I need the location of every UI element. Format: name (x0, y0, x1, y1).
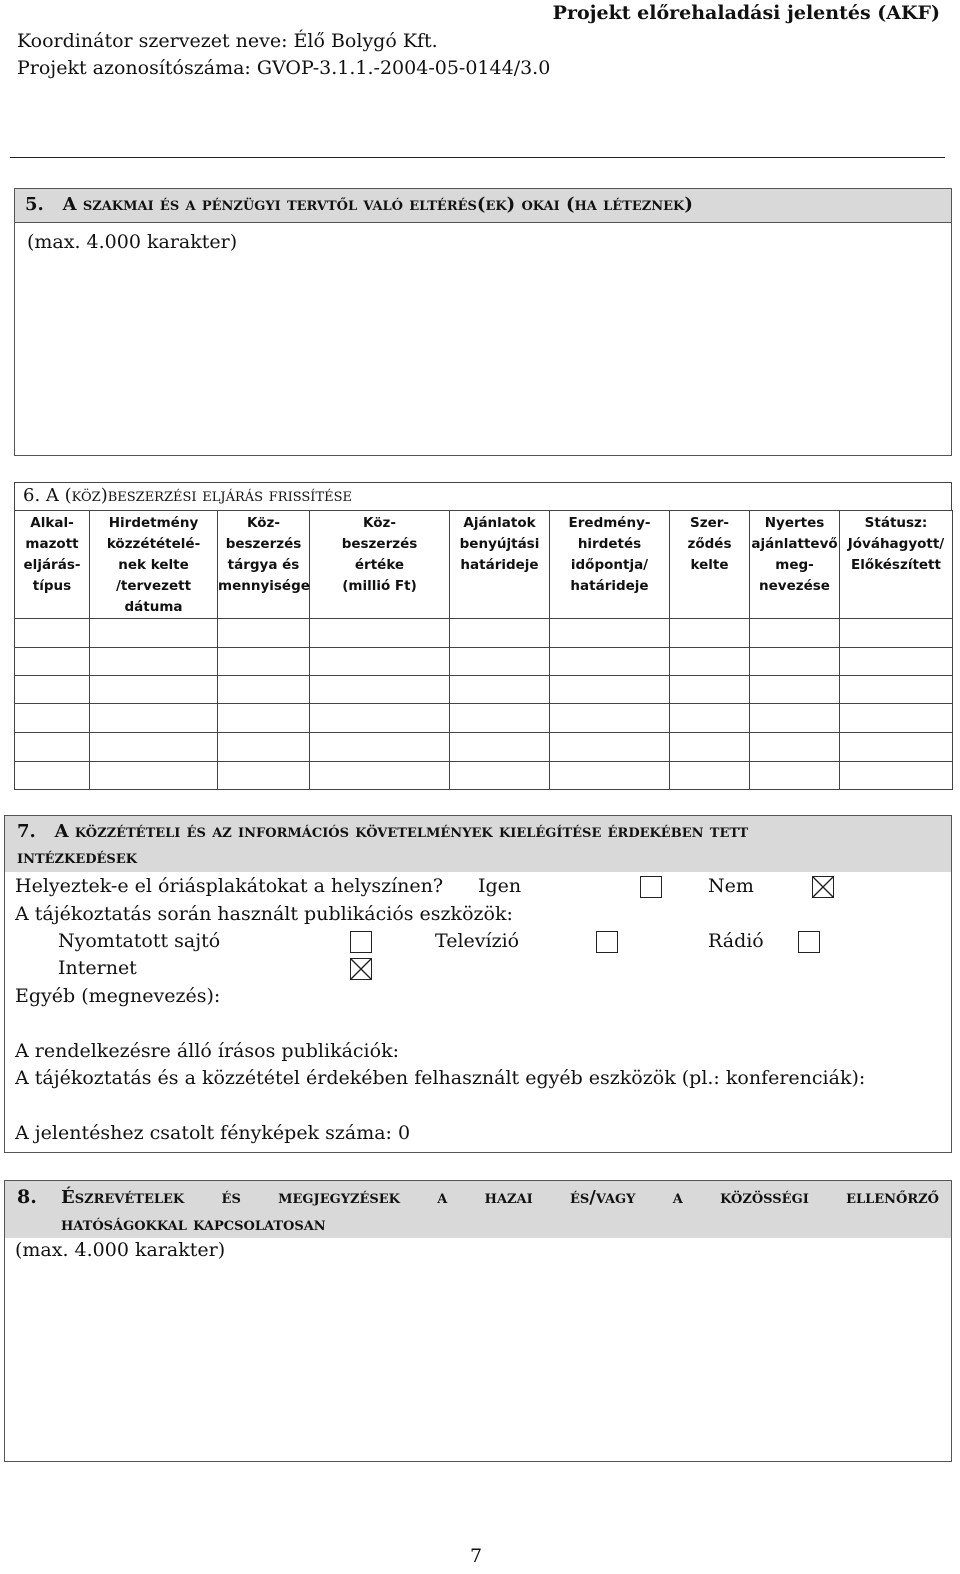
check-x-icon (813, 877, 833, 897)
billboard-no-checkbox[interactable] (812, 876, 834, 898)
print-checkbox[interactable] (350, 931, 372, 953)
table-cell[interactable] (750, 704, 840, 733)
table-cell[interactable] (218, 762, 310, 790)
table-cell[interactable] (670, 648, 750, 676)
table-cell[interactable] (670, 619, 750, 648)
table-cell[interactable] (90, 733, 218, 762)
other-tools-label: A tájékoztatás és a közzététel érdekében felhasznált egyéb eszközök (pl.: konferenciák): (15, 1067, 866, 1089)
internet-label: Internet (58, 957, 137, 979)
tv-checkbox[interactable] (596, 931, 618, 953)
table-cell[interactable] (840, 762, 953, 790)
table-cell[interactable] (550, 733, 670, 762)
header-divider (10, 157, 945, 158)
table-cell[interactable] (15, 676, 90, 704)
table-cell[interactable] (218, 648, 310, 676)
project-id: Projekt azonosítószáma: GVOP-3.1.1.-2004-05-0144/3.0 (17, 57, 551, 79)
section5-note: (max. 4.000 karakter) (27, 231, 238, 253)
photos-count: A jelentéshez csatolt fényképek száma: 0 (15, 1122, 411, 1144)
table-header-row (15, 511, 953, 619)
table-cell[interactable] (450, 676, 550, 704)
section6-box (14, 482, 952, 790)
table-cell[interactable] (750, 733, 840, 762)
internet-checkbox[interactable] (350, 958, 372, 980)
table-cell[interactable] (90, 648, 218, 676)
table-cell[interactable] (450, 619, 550, 648)
table-cell[interactable] (750, 648, 840, 676)
table-cell[interactable] (840, 704, 953, 733)
table-cell[interactable] (310, 762, 450, 790)
table-cell[interactable] (450, 733, 550, 762)
table-cell[interactable] (670, 762, 750, 790)
table-cell[interactable] (218, 619, 310, 648)
coordinator-name: Koordinátor szervezet neve: Élő Bolygó Kft. (17, 30, 438, 52)
print-label: Nyomtatott sajtó (58, 930, 221, 952)
table-cell[interactable] (670, 704, 750, 733)
table-cell[interactable] (550, 762, 670, 790)
table-cell[interactable] (15, 762, 90, 790)
col-status: Státusz: Jóváhagyott/ Előkészített (840, 511, 953, 619)
billboard-question: Helyeztek-e el óriásplakátokat a helyszínen? (15, 875, 444, 897)
table-cell[interactable] (840, 676, 953, 704)
table-cell[interactable] (840, 733, 953, 762)
table-cell[interactable] (670, 676, 750, 704)
section8-box (4, 1180, 952, 1462)
section8-number: 8. (17, 1186, 37, 1208)
radio-label: Rádió (708, 930, 764, 952)
table-row (15, 648, 953, 676)
billboard-no-label: Nem (708, 875, 754, 897)
section5-box (14, 188, 952, 456)
table-cell[interactable] (90, 619, 218, 648)
table-cell[interactable] (310, 648, 450, 676)
col-procedure-type: Alkal- mazott eljárás- típus (15, 511, 90, 619)
table-row (15, 619, 953, 648)
table-cell[interactable] (670, 733, 750, 762)
table-cell[interactable] (310, 733, 450, 762)
table-cell[interactable] (90, 704, 218, 733)
section7-title: 7. A közzétételi és az információs követelmények kielégítése érdekében tett intézkedések (5, 816, 951, 872)
table-cell[interactable] (550, 648, 670, 676)
section5-title: 5. A szakmai és a pénzügyi tervtől való eltérés(ek) okai (ha léteznek) (15, 189, 951, 223)
billboard-yes-checkbox[interactable] (640, 876, 662, 898)
header-info (17, 28, 550, 82)
table-row (15, 704, 953, 733)
table-cell[interactable] (310, 619, 450, 648)
written-publications-label: A rendelkezésre álló írásos publikációk: (15, 1040, 399, 1062)
procurement-table (14, 510, 953, 790)
table-cell[interactable] (840, 619, 953, 648)
billboard-yes-label: Igen (478, 875, 522, 897)
table-cell[interactable] (450, 704, 550, 733)
radio-checkbox[interactable] (798, 931, 820, 953)
table-cell[interactable] (550, 619, 670, 648)
table-cell[interactable] (15, 704, 90, 733)
table-cell[interactable] (750, 762, 840, 790)
table-cell[interactable] (218, 704, 310, 733)
table-cell[interactable] (750, 676, 840, 704)
col-value: Köz- beszerzés értéke (millió Ft) (310, 511, 450, 619)
table-cell[interactable] (310, 704, 450, 733)
section8-title: 8. Észrevételek és megjegyzések a hazai és/vagy a közösségi ellenőrző hatóságokkal kapcsolatosan (5, 1181, 951, 1238)
table-cell[interactable] (218, 676, 310, 704)
section6-title: 6. A (köz)beszerzési eljárás frissítése (14, 482, 952, 510)
table-cell[interactable] (15, 733, 90, 762)
table-cell[interactable] (750, 619, 840, 648)
col-notice-date: Hirdetmény közzétételé- nek kelte /tervezett dátuma (90, 511, 218, 619)
table-cell[interactable] (450, 648, 550, 676)
col-result-date: Eredmény- hirdetés időpontja/ határideje (550, 511, 670, 619)
table-cell[interactable] (450, 762, 550, 790)
col-contract-date: Szer-ződés kelte (670, 511, 750, 619)
table-cell[interactable] (550, 704, 670, 733)
table-row (15, 733, 953, 762)
table-cell[interactable] (218, 733, 310, 762)
table-cell[interactable] (15, 619, 90, 648)
table-cell[interactable] (90, 676, 218, 704)
other-label: Egyéb (megnevezés): (15, 985, 221, 1007)
table-cell[interactable] (310, 676, 450, 704)
table-cell[interactable] (550, 676, 670, 704)
table-row (15, 762, 953, 790)
table-cell[interactable] (90, 762, 218, 790)
section7-box (4, 815, 952, 1153)
col-winner: Nyertes ajánlattevő meg- nevezése (750, 511, 840, 619)
check-x-icon (351, 959, 371, 979)
col-bid-deadline: Ajánlatok benyújtási határideje (450, 511, 550, 619)
col-subject: Köz- beszerzés tárgya és mennyisége (218, 511, 310, 619)
table-cell[interactable] (15, 648, 90, 676)
table-cell[interactable] (840, 648, 953, 676)
table-row (15, 676, 953, 704)
page-number: 7 (470, 1545, 483, 1567)
document-title: Projekt előrehaladási jelentés (AKF) (552, 2, 940, 24)
tools-question: A tájékoztatás során használt publikációs eszközök: (15, 903, 513, 925)
tv-label: Televízió (435, 930, 520, 952)
section8-note: (max. 4.000 karakter) (15, 1239, 226, 1261)
